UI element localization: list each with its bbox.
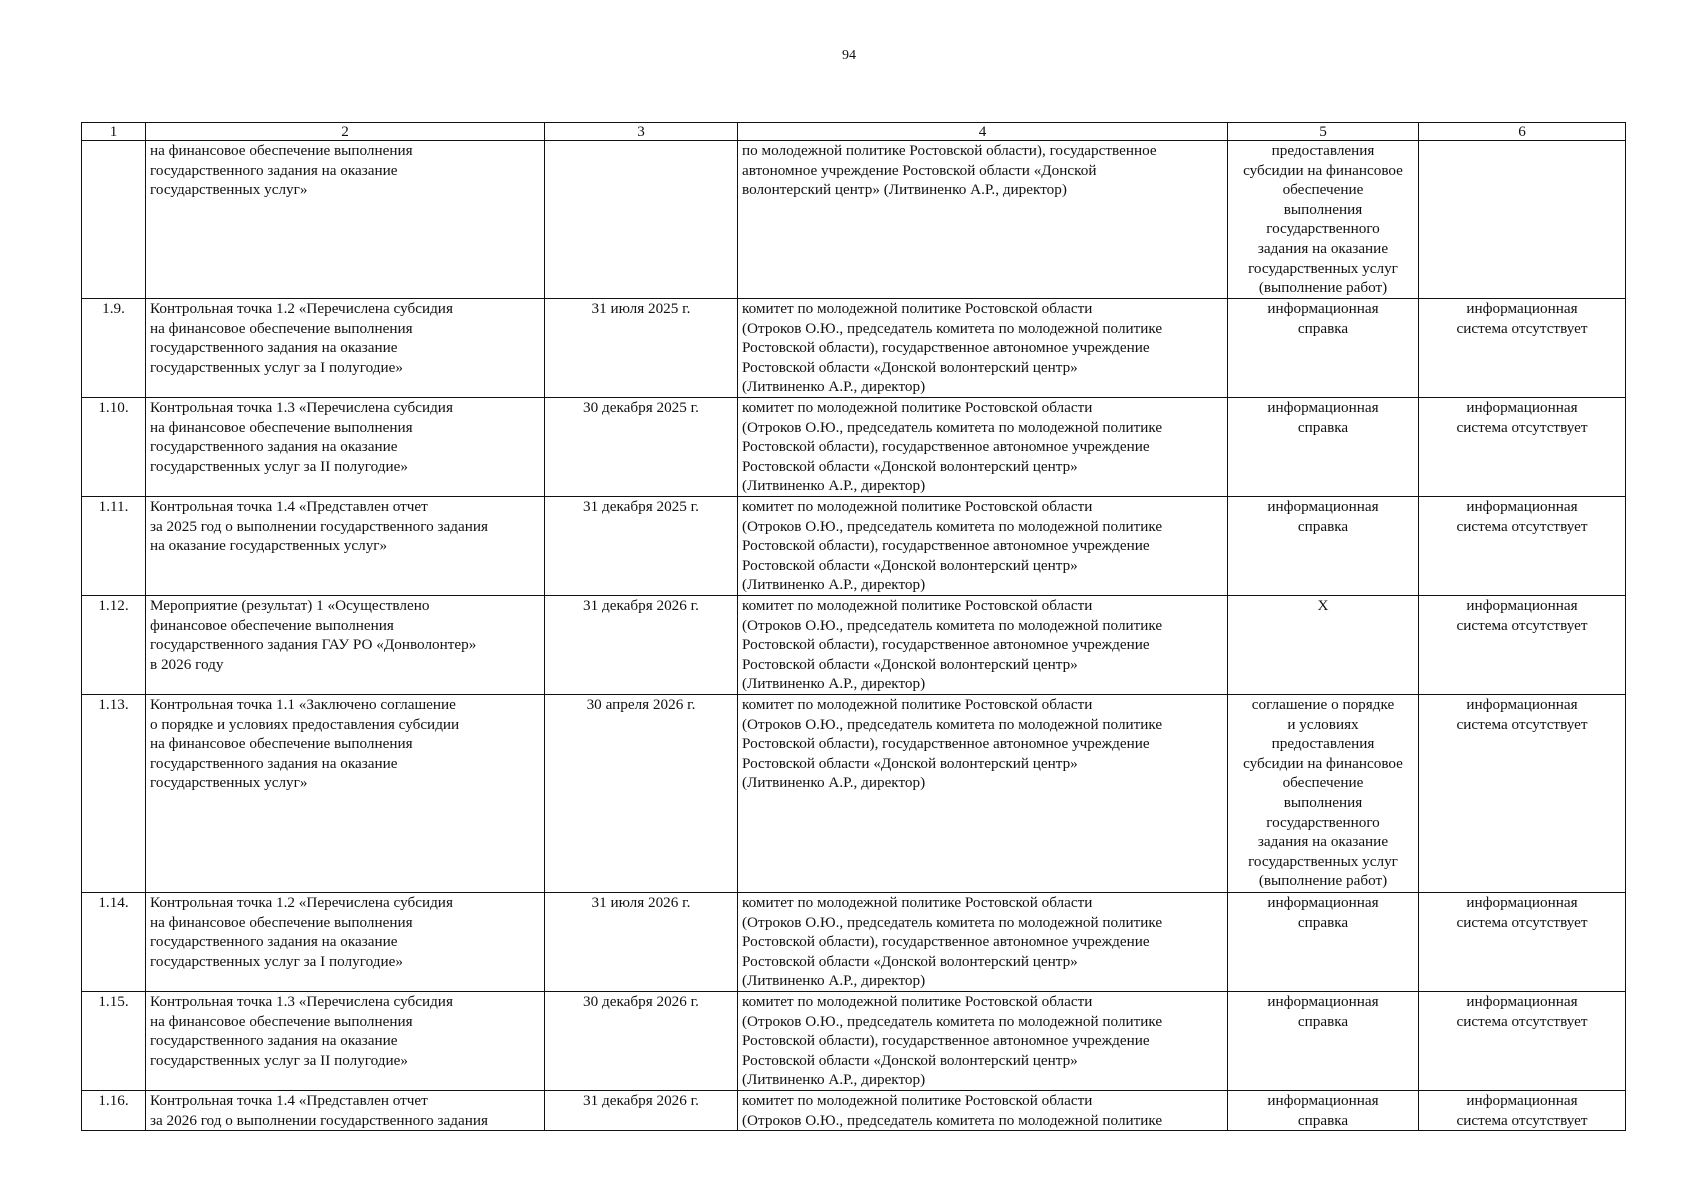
cell-text-line: Ростовской области), государственное автономное учреждение <box>742 1032 1150 1050</box>
cell-text-line: информационная <box>1466 894 1578 911</box>
cell-text-line: автономное учреждение Ростовской области «Донской <box>742 161 1097 179</box>
item-name-cell <box>146 695 545 893</box>
cell-text-line: Контрольная точка 1.3 «Перечислена субсидия <box>150 993 453 1010</box>
cell-text-line: выполнения <box>1283 200 1363 218</box>
cell-text-line: обеспечение <box>1282 181 1364 199</box>
responsible-cell <box>738 893 1228 992</box>
item-name-cell <box>146 1091 545 1131</box>
cell-text-line: выполнения <box>1283 793 1363 811</box>
cell-text-line: государственного задания на оказание <box>150 161 398 179</box>
cell-text-line: (Отроков О.Ю., председатель комитета по молодежной политике <box>742 418 1163 436</box>
cell-text-line: на финансовое обеспечение выполнения <box>150 142 413 159</box>
responsible-cell <box>738 497 1228 596</box>
cell-text-line: на финансовое обеспечение выполнения <box>150 319 413 337</box>
cell-text-line: Ростовской области «Донской волонтерский центр» <box>742 457 1078 475</box>
cell-text-line: (Литвиненко А.Р., директор) <box>742 774 926 792</box>
table-row <box>82 596 1626 695</box>
cell-text-line: информационная <box>1466 993 1578 1010</box>
cell-text-line: на финансовое обеспечение выполнения <box>150 913 413 931</box>
cell-text-line: справка <box>1297 913 1349 931</box>
responsible-cell <box>738 695 1228 893</box>
cell-text-line: система отсутствует <box>1456 616 1588 634</box>
cell-text-line: Ростовской области «Донской волонтерский центр» <box>742 358 1078 376</box>
cell-text-line: Ростовской области «Донской волонтерский центр» <box>742 1051 1078 1069</box>
table-row <box>82 1091 1626 1131</box>
info-system-cell <box>1419 497 1626 596</box>
cell-text-line: и условиях <box>1287 715 1359 733</box>
cell-text-line: комитет по молодежной политике Ростовской области <box>742 597 1093 614</box>
cell-text-line: Контрольная точка 1.3 «Перечислена субсидия <box>150 399 453 416</box>
responsible-cell <box>738 1091 1228 1131</box>
cell-text-line: информационная <box>1267 498 1379 515</box>
item-name-cell <box>146 398 545 497</box>
table-body <box>82 141 1626 1131</box>
cell-text-line: государственного <box>1266 220 1380 238</box>
cell-text-line: (Литвиненко А.Р., директор) <box>742 972 926 990</box>
document-cell <box>1228 141 1419 299</box>
row-number-cell: 1.15. <box>82 992 146 1091</box>
cell-text-line: справка <box>1297 517 1349 535</box>
cell-text-line: предоставления <box>1271 735 1375 753</box>
cell-text-line: Контрольная точка 1.4 «Представлен отчет <box>150 498 428 515</box>
table-row <box>82 893 1626 992</box>
info-system-cell <box>1419 1091 1626 1131</box>
row-number-cell: 1.10. <box>82 398 146 497</box>
document-cell <box>1228 497 1419 596</box>
page-number: 94 <box>842 48 856 63</box>
document-cell <box>1228 1091 1419 1131</box>
cell-text-line: (Отроков О.Ю., председатель комитета по молодежной политике <box>742 517 1163 535</box>
item-name-cell <box>146 992 545 1091</box>
cell-text-line: система отсутствует <box>1456 517 1588 535</box>
info-system-cell <box>1419 893 1626 992</box>
document-cell <box>1228 299 1419 398</box>
column-header: 1 <box>82 123 146 141</box>
cell-text-line: (Литвиненко А.Р., директор) <box>742 1071 926 1089</box>
cell-text-line: система отсутствует <box>1456 418 1588 436</box>
table-row <box>82 695 1626 893</box>
cell-text-line: система отсутствует <box>1456 1111 1588 1129</box>
cell-text-line: государственных услуг за I полугодие» <box>150 952 403 970</box>
cell-text-line: Ростовской области), государственное автономное учреждение <box>742 339 1150 357</box>
cell-text-line: Мероприятие (результат) 1 «Осуществлено <box>150 597 430 614</box>
cell-text-line: Ростовской области), государственное автономное учреждение <box>742 537 1150 555</box>
cell-text-line: Контрольная точка 1.2 «Перечислена субсидия <box>150 300 453 317</box>
cell-text-line: на финансовое обеспечение выполнения <box>150 1012 413 1030</box>
cell-text-line: о порядке и условиях предоставления субсидии <box>150 715 460 733</box>
cell-text-line: (выполнение работ) <box>1258 872 1388 890</box>
cell-text-line: финансовое обеспечение выполнения <box>150 616 394 634</box>
cell-text-line: система отсутствует <box>1456 1012 1588 1030</box>
deadline-cell: 30 декабря 2026 г. <box>545 992 738 1091</box>
cell-text-line: информационная <box>1466 399 1578 416</box>
responsible-cell <box>738 992 1228 1091</box>
row-number-cell <box>82 141 146 299</box>
cell-text-line: за 2025 год о выполнении государственного задания <box>150 517 488 535</box>
column-header: 3 <box>545 123 738 141</box>
cell-text-line: справка <box>1297 418 1349 436</box>
cell-text-line: государственного задания на оказание <box>150 1032 398 1050</box>
cell-text-line: Контрольная точка 1.1 «Заключено соглашение <box>150 696 456 713</box>
cell-text-line: государственных услуг за I полугодие» <box>150 358 403 376</box>
cell-text-line: государственных услуг <box>1248 852 1398 870</box>
cell-text-line: государственных услуг» <box>150 774 308 792</box>
responsible-cell <box>738 141 1228 299</box>
info-system-cell <box>1419 398 1626 497</box>
cell-text-line: (выполнение работ) <box>1258 279 1388 297</box>
cell-text-line: на финансовое обеспечение выполнения <box>150 735 413 753</box>
cell-text-line: (Отроков О.Ю., председатель комитета по молодежной политике <box>742 1111 1163 1129</box>
column-header: 6 <box>1419 123 1626 141</box>
document-cell <box>1228 398 1419 497</box>
cell-text-line: (Литвиненко А.Р., директор) <box>742 378 926 396</box>
cell-text-line: государственного задания ГАУ РО «Донволонтер» <box>150 636 477 654</box>
deadline-cell: 31 июля 2025 г. <box>545 299 738 398</box>
cell-text-line: (Отроков О.Ю., председатель комитета по молодежной политике <box>742 913 1163 931</box>
table-row <box>82 497 1626 596</box>
cell-text-line: Контрольная точка 1.4 «Представлен отчет <box>150 1092 428 1109</box>
cell-text-line: задания на оказание <box>1257 833 1389 851</box>
cell-text-line: информационная <box>1466 1092 1578 1109</box>
cell-text-line: субсидии на финансовое <box>1243 161 1403 179</box>
cell-text-line: Ростовской области «Донской волонтерский центр» <box>742 556 1078 574</box>
cell-text-line: государственного <box>1266 813 1380 831</box>
cell-text-line: задания на оказание <box>1257 239 1389 257</box>
cell-text-line: государственных услуг за II полугодие» <box>150 457 408 475</box>
info-system-cell <box>1419 299 1626 398</box>
row-number-cell: 1.11. <box>82 497 146 596</box>
cell-text-line: система отсутствует <box>1456 319 1588 337</box>
column-header: 4 <box>738 123 1228 141</box>
cell-text-line: информационная <box>1267 993 1379 1010</box>
cell-text-line: на оказание государственных услуг» <box>150 537 388 555</box>
cell-text-line: (Литвиненко А.Р., директор) <box>742 477 926 495</box>
cell-text-line: государственного задания на оказание <box>150 438 398 456</box>
deadline-cell: 31 декабря 2025 г. <box>545 497 738 596</box>
deadline-cell: 30 апреля 2026 г. <box>545 695 738 893</box>
plan-table <box>81 122 1626 1131</box>
responsible-cell <box>738 299 1228 398</box>
cell-text-line: волонтерский центр» (Литвиненко А.Р., директор) <box>742 181 1067 199</box>
table-row <box>82 398 1626 497</box>
cell-text-line: в 2026 году <box>150 655 224 673</box>
cell-text-line: информационная <box>1267 1092 1379 1109</box>
cell-text-line: Ростовской области), государственное автономное учреждение <box>742 438 1150 456</box>
cell-text-line: Ростовской области «Донской волонтерский центр» <box>742 754 1078 772</box>
document-cell <box>1228 695 1419 893</box>
cell-text-line: Ростовской области «Донской волонтерский центр» <box>742 655 1078 673</box>
cell-text-line: информационная <box>1466 300 1578 317</box>
cell-text-line: комитет по молодежной политике Ростовской области <box>742 498 1093 515</box>
cell-text-line: предоставления <box>1271 142 1375 159</box>
cell-text-line: справка <box>1297 1012 1349 1030</box>
cell-text-line: государственного задания на оказание <box>150 339 398 357</box>
row-number-cell: 1.12. <box>82 596 146 695</box>
document-cell <box>1228 893 1419 992</box>
cell-text-line: комитет по молодежной политике Ростовской области <box>742 399 1093 416</box>
deadline-cell: 31 июля 2026 г. <box>545 893 738 992</box>
item-name-cell <box>146 141 545 299</box>
cell-text-line: информационная <box>1267 399 1379 416</box>
cell-text-line: государственных услуг <box>1248 259 1398 277</box>
table-row <box>82 299 1626 398</box>
row-number-cell: 1.16. <box>82 1091 146 1131</box>
cell-text-line: система отсутствует <box>1456 913 1588 931</box>
cell-text-line: (Литвиненко А.Р., директор) <box>742 576 926 594</box>
item-name-cell <box>146 893 545 992</box>
cell-text-line: комитет по молодежной политике Ростовской области <box>742 696 1093 713</box>
cell-text-line: информационная <box>1267 894 1379 911</box>
responsible-cell <box>738 596 1228 695</box>
cell-text-line: система отсутствует <box>1456 715 1588 733</box>
cell-text-line: комитет по молодежной политике Ростовской области <box>742 993 1093 1010</box>
cell-text-line: информационная <box>1466 498 1578 515</box>
cell-text-line: информационная <box>1466 696 1578 713</box>
cell-text-line: комитет по молодежной политике Ростовской области <box>742 894 1093 911</box>
deadline-cell <box>545 141 738 299</box>
row-number-cell: 1.9. <box>82 299 146 398</box>
cell-text-line: государственного задания на оказание <box>150 754 398 772</box>
info-system-cell <box>1419 596 1626 695</box>
info-system-cell <box>1419 141 1626 299</box>
document-cell <box>1228 596 1419 695</box>
cell-text-line: справка <box>1297 1111 1349 1129</box>
cell-text-line: (Литвиненко А.Р., директор) <box>742 675 926 693</box>
cell-text-line: Ростовской области), государственное автономное учреждение <box>742 636 1150 654</box>
item-name-cell <box>146 497 545 596</box>
cell-text-line: субсидии на финансовое <box>1243 754 1403 772</box>
cell-text-line: (Отроков О.Ю., председатель комитета по молодежной политике <box>742 1012 1163 1030</box>
cell-text-line: обеспечение <box>1282 774 1364 792</box>
item-name-cell <box>146 299 545 398</box>
row-number-cell: 1.13. <box>82 695 146 893</box>
cell-text-line: на финансовое обеспечение выполнения <box>150 418 413 436</box>
cell-text-line: Ростовской области), государственное автономное учреждение <box>742 735 1150 753</box>
table-row <box>82 141 1626 299</box>
deadline-cell: 31 декабря 2026 г. <box>545 596 738 695</box>
cell-text-line: государственного задания на оказание <box>150 933 398 951</box>
info-system-cell <box>1419 992 1626 1091</box>
column-header: 2 <box>146 123 545 141</box>
document-cell <box>1228 992 1419 1091</box>
cell-text-line: Контрольная точка 1.2 «Перечислена субсидия <box>150 894 453 911</box>
cell-text-line: по молодежной политике Ростовской области), государственное <box>742 142 1157 159</box>
cell-text-line: (Отроков О.Ю., председатель комитета по молодежной политике <box>742 319 1163 337</box>
table-row <box>82 992 1626 1091</box>
responsible-cell <box>738 398 1228 497</box>
row-number-cell: 1.14. <box>82 893 146 992</box>
cell-text-line: Ростовской области «Донской волонтерский центр» <box>742 952 1078 970</box>
cell-text-line: государственных услуг» <box>150 181 308 199</box>
item-name-cell <box>146 596 545 695</box>
cell-text-line: (Отроков О.Ю., председатель комитета по молодежной политике <box>742 616 1163 634</box>
column-header: 5 <box>1228 123 1419 141</box>
deadline-cell: 30 декабря 2025 г. <box>545 398 738 497</box>
cell-text-line: (Отроков О.Ю., председатель комитета по молодежной политике <box>742 715 1163 733</box>
cell-text-line: соглашение о порядке <box>1251 696 1395 713</box>
cell-text-line: комитет по молодежной политике Ростовской области <box>742 1092 1093 1109</box>
cell-text-line: информационная <box>1267 300 1379 317</box>
cell-text-line: X <box>1317 597 1329 614</box>
cell-text-line: Ростовской области), государственное автономное учреждение <box>742 933 1150 951</box>
table-header-row <box>82 123 1626 141</box>
cell-text-line: информационная <box>1466 597 1578 614</box>
cell-text-line: справка <box>1297 319 1349 337</box>
deadline-cell: 31 декабря 2026 г. <box>545 1091 738 1131</box>
cell-text-line: за 2026 год о выполнении государственного задания <box>150 1111 488 1129</box>
cell-text-line: государственных услуг за II полугодие» <box>150 1051 408 1069</box>
cell-text-line: комитет по молодежной политике Ростовской области <box>742 300 1093 317</box>
info-system-cell <box>1419 695 1626 893</box>
